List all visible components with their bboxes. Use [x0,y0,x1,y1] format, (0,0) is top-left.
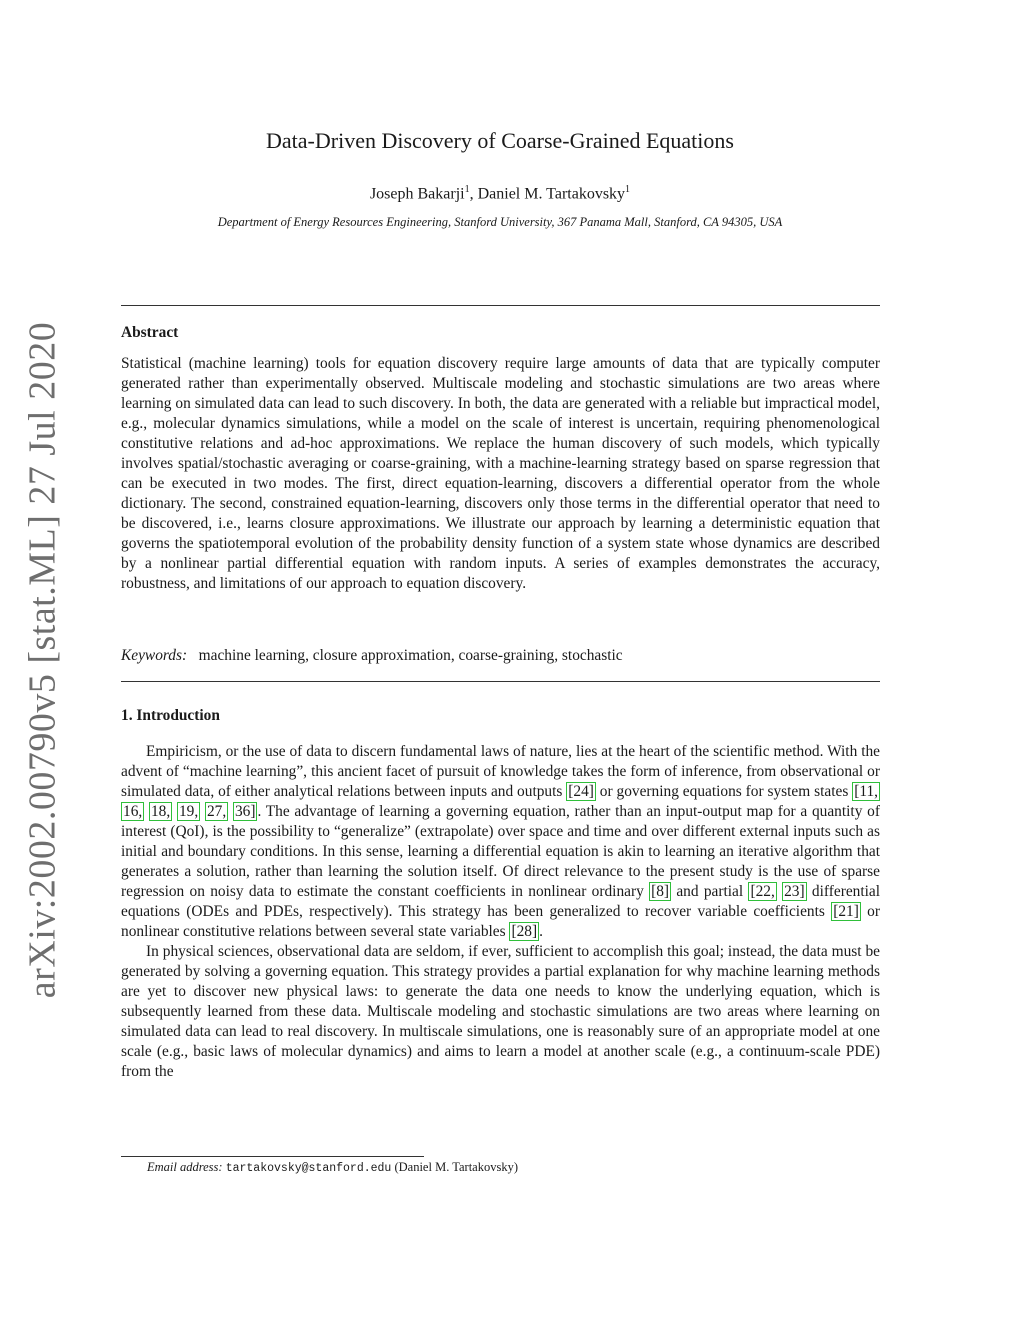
citation-link[interactable]: [22, [750,883,775,900]
abstract-top-rule [121,305,880,306]
citation-link[interactable]: 27, [206,803,227,820]
abstract-heading: Abstract [121,324,179,341]
keywords-text: machine learning, closure approximation, coarse-graining, stochastic [198,647,623,664]
abstract-body [121,354,880,594]
intro-paragraph-2: In physical sciences, observational data are seldom, if ever, sufficient to accomplish this goal; instead, the data must be generated by solving a governing equation. This strategy provides a partial explanation for why machine learning methods are yet to discover new physical laws: to generate the data one needs to know the underlying equation, which is subsequently learned from these data. Multiscale modeling and stochastic simulations are two areas where learning on simulated data can lead to real discovery. In multiscale simulations, one is reasonably sure of an appropriate model at one scale (e.g., basic laws of molecular dynamics) and aims to learn a model at another scale (e.g., a continuum-scale PDE) from the [121,943,880,1080]
arxiv-identifier-sidebar [14,321,70,999]
section-heading-introduction: 1. Introduction [121,707,220,724]
arxiv-id: arXiv:2002.00790v5 [stat.ML] 27 Jul 2020 [21,321,64,999]
paper-title: Data-Driven Discovery of Coarse-Grained Equations [266,128,734,153]
abstract-bottom-rule [121,681,880,682]
citation-link[interactable]: 36] [234,803,256,820]
text-run: Empiricism, or the use of data to discern fundamental laws of nature, lies at the heart of the scientific method. With the advent of “machine learning”, this ancient facet of pursuit of knowledge takes the form of inference, from observational or simulated data, of either analytical relations between inputs and outputs [121,743,880,800]
text-run: . The advantage of learning a governing equation, rather than an input-output map for a quantity of interest (QoI), is the possibility to “generalize” (extrapolate) over space and time and over different external inputs such as initial and boundary conditions. In this sense, learning a differential equation is akin to learning an iterative algorithm that generates a solution, rather than learning the solution itself. Of direct relevance to the present study is the use of sparse regression on noisy data to estimate the constant coefficients in nonlinear ordinary [121,803,880,900]
keywords [121,646,880,666]
author-list [0,184,1000,203]
footnote [121,1160,881,1175]
intro-paragraph-1 [121,742,880,942]
text-run: . [539,923,543,940]
text-run: or governing equations for system states [595,783,853,800]
footnote-name: (Daniel M. Tartakovsky) [394,1160,518,1174]
affiliation-mark: 1 [625,184,631,195]
abstract-text: Statistical (machine learning) tools for equation discovery require large amounts of data that are typically computer generated rather than experimentally observed. Multiscale modeling and stochastic simulations are two areas where learning on simulated data can lead to such discovery. In both, the data are generated with a reliable but impractical model, e.g., molecular dynamics simulations, while a model on the scale of interest is uncertain, requiring phenomenological constitutive relations and ad-hoc approximations. We replace the human discovery of such models, which typically involves spatial/stochastic averaging or coarse-graining, with a machine-learning strategy based on sparse regression that can be executed in two modes. The first, direct equation-learning, discovers a differential operator from the whole dictionary. The second, constrained equation-learning, discovers only those terms in the differential operator that need to be discovered, i.e., learns closure approximations. We illustrate our approach by learning a deterministic equation that governs the spatiotemporal evolution of the probability density function of a system state whose dynamics are described by a nonlinear partial differential equation with random inputs. A series of examples demonstrates the accuracy, robustness, and limitations of our approach to equation discovery. [121,355,880,592]
citation-link[interactable]: 18, [150,803,171,820]
text-run: differential equations (ODEs and PDEs, respectively). This strategy has been generalized to recover variable coefficients [121,883,881,920]
email-link[interactable]: tartakovsky@stanford.edu [225,1162,392,1175]
affiliation: Department of Energy Resources Engineering, Stanford University, 367 Panama Mall, Stanford, CA 94305, USA [217,215,783,229]
citation-link[interactable]: [21] [833,903,859,920]
author-name: Joseph Bakarji [369,185,465,203]
citation-link[interactable]: 23] [784,883,805,900]
citation-link[interactable]: [28] [511,923,538,940]
citation-link[interactable]: [11, [854,783,878,800]
citation-link[interactable]: [8] [651,883,670,900]
affiliation-mark: 1 [464,184,470,195]
footnote-rule [121,1156,424,1157]
citation-link[interactable]: [24] [568,783,594,800]
text-run: and partial [671,883,749,900]
citation-link[interactable]: 19, [178,803,199,820]
author-name: Daniel M. Tartakovsky [477,185,626,203]
text-run: or nonlinear constitutive relations between several state variables [121,903,880,940]
citation-link[interactable]: 16, [123,803,143,820]
introduction-body [121,742,880,1082]
keywords-label: Keywords: [121,647,188,664]
author-separator: , [469,185,478,203]
footnote-label: Email address: [147,1160,223,1174]
